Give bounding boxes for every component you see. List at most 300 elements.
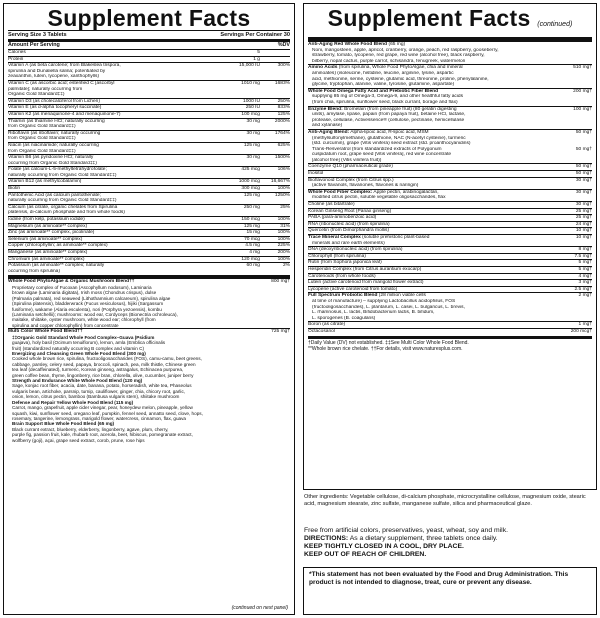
table-row	[8, 50, 290, 56]
nutrient-name: from Organic Gold Standard‡‡)	[8, 136, 76, 142]
table-row	[8, 178, 290, 185]
ingredient-row	[308, 221, 592, 228]
nutrient-name: occurring from Organic Gold Standard‡‡)	[8, 160, 97, 166]
nutrient-dv: 225%	[277, 243, 290, 249]
nutrient-dv	[260, 74, 290, 80]
nutrient-name: Folate (as calcium-L-5-methyltetrahydrofolate;	[8, 167, 107, 173]
ingredient-row	[308, 246, 592, 253]
nutrient-dv: 100%	[277, 186, 290, 192]
nutrient-name: palmitate]; naturally occurring from	[8, 86, 83, 92]
nutrient-amount: 4.5 mg	[245, 243, 260, 249]
nutrient-dv: 100%	[277, 256, 290, 262]
nutrient-amount	[216, 198, 260, 204]
ingredient-text: minerals and rare earth elements)	[312, 240, 385, 246]
ingredient-name: Quercetin (from Dimorphandra mollis)	[308, 228, 390, 234]
blend-name: Whole Food PhytoAlgae & Organic Mushroom Blend††	[8, 279, 135, 285]
ingredient-text: and xylanase)	[312, 123, 343, 129]
nutrient-amount	[216, 210, 260, 216]
nutrient-name: Copper (chlorophyllin; as aminoate** complex)	[8, 243, 108, 249]
ingredient-text: acid, methionine, serine, cysteine, glutamic acid, threonine, proline, phenylalanine,	[312, 76, 489, 82]
table-row	[8, 166, 290, 173]
nutrient-amount: 5	[257, 50, 260, 55]
ingredient-amount: 10 mg†	[575, 228, 592, 234]
nutrient-name: Vitamin B12 (as methylcobalamin)	[8, 179, 82, 185]
table-row	[8, 173, 290, 179]
nutrient-dv	[260, 269, 290, 275]
nutrient-name: platensis, di-calcium phosphate and from whole foods)	[8, 210, 125, 216]
footnote: **Whole brown rice chelate. ††For details, visit www.naturesplus.com.	[308, 345, 463, 352]
nutrient-dv: 833%	[277, 105, 290, 111]
ingredient-name: Octacosanol	[308, 328, 335, 334]
blend-ingredients: guajava), holy basil (Ocimum tenuiflorum), lemon, amla (Emblica officinalis	[12, 340, 166, 346]
ingredient-name: Trace Mineral Complex	[308, 235, 361, 240]
storage-warning: KEEP TIGHTLY CLOSED IN A COOL, DRY PLACE.	[304, 543, 464, 550]
ingredient-name: Inositol	[308, 171, 324, 177]
nutrient-name: spirulina and Dunaliella salina; potentiated by	[8, 68, 106, 74]
ingredient-row	[308, 170, 592, 177]
ingredient-amount: 25 mg†	[575, 208, 592, 214]
ingredient-header	[308, 292, 592, 299]
blend-ingredients: rosemary, tangerine, lemongrass, marigold flower, watercress, cinnamon, flax, guava	[12, 415, 187, 421]
ingredient-text: aminoates) (isoleucine, histidine, leucine, arginine, lysine, aspartic	[312, 70, 454, 76]
ingredient-row	[308, 201, 592, 208]
ingredient-amount: 30 mg†	[575, 189, 592, 195]
blend-subheader: Defense and Repair Yellow Whole Food Blend (115 mg)	[12, 399, 134, 405]
ingredient-row	[308, 321, 592, 328]
ingredient-detail: (soluble prehistoric plant-based	[360, 235, 430, 240]
nutrient-amount: 300 mcg	[241, 186, 260, 192]
ingredient-detail-line	[308, 123, 592, 129]
ingredient-amount: 10 mg†	[575, 235, 592, 240]
blend-ingredients: cabbage, parsley, celery seed, papaya, broccoli, spinach, pea, milk thistle, Chinese green	[12, 361, 196, 367]
nutrient-amount	[216, 92, 260, 98]
ingredient-name: Lutein (active carotenoid from marigold flower extract)	[308, 280, 424, 286]
servings-per-container: Servings Per Container 30	[220, 32, 290, 38]
ingredient-text: (fructooligosaccharides), L. plantarum, L. casei, L. bulgaricus, L. brevis,	[312, 304, 465, 310]
ingredient-header	[308, 129, 592, 136]
ingredient-amount: 5 mg†	[578, 266, 592, 272]
nutrient-name: Vitamin B6 (as pyridoxine HCl; naturally	[8, 155, 94, 161]
nutrient-amount	[216, 124, 260, 130]
nutrient-amount: 250 IU	[245, 105, 260, 111]
ingredient-name: Whole Food Omega Fatty Acid and Prebiotic Fiber Blend	[308, 88, 439, 94]
nutrient-dv: 100%	[277, 217, 290, 223]
ingredient-text: modified citrus pectin, soluble vegetable oligosaccharides, flax	[312, 195, 446, 201]
blend-ingredients: Carrot, mango, grapefruit, apple cider vinegar, pear, honeydew melon, pineapple, yellow	[12, 405, 193, 411]
nutrient-amount: 70 mcg	[244, 236, 260, 242]
nutrient-dv: 1764%	[274, 130, 290, 136]
nutrient-dv: 31%	[280, 223, 290, 229]
ingredient-detail: (28 million viable cells	[377, 293, 426, 299]
nutrient-dv: 1250%	[274, 192, 290, 198]
blend-ingredients: brown algae (Laminaria digitata), Irish moss (Chondrus crispus), dulse	[12, 290, 157, 296]
blend-ingredients: Sage, konjac root fiber, acacia, date, banana, potato, horseradish, white tea, Phaseolus	[12, 383, 192, 389]
nutrient-dv: 1683%	[274, 80, 290, 86]
ingredient-amount: 8 mg†	[578, 247, 592, 253]
ingredient-name: Anti-Aging Blend:	[308, 129, 350, 135]
ingredient-detail: (65 mg)	[387, 42, 406, 47]
nutrient-name: Organic Gold Standard‡‡)	[8, 92, 65, 98]
continued-title: Supplement Facts	[327, 5, 531, 31]
ingredient-detail: Bromelain (from pineapple fruit) (80 gelatin digesting	[342, 106, 457, 112]
nutrient-name: Zinc (as aminoate** complex, picolinate)	[8, 230, 95, 236]
blend-ingredients: Proprietary complex of Fucoxan (Ascophyllum nodosum), Laminaria	[12, 284, 152, 290]
nutrient-name: Niacin (as niacinamide; naturally occurring	[8, 142, 99, 148]
footnote: †Daily Value (DV) not established. ‡‡See Multi Color Whole Food Blend.	[308, 339, 469, 346]
table-row	[8, 130, 290, 137]
ingredient-row	[308, 177, 592, 184]
nutrient-name: Potassium (as aminoate** complex; naturally	[8, 263, 105, 269]
ingredient-header	[308, 189, 592, 196]
nutrient-amount: 1010 mg	[241, 80, 260, 86]
ingredient-row	[308, 227, 592, 234]
ingredient-name: Choline (as bitartrate)	[308, 202, 355, 208]
nutrient-amount	[216, 136, 260, 142]
ingredient-text: (active flavanols, flavanones, flavones & naringin)	[312, 183, 419, 189]
nutrient-name: Riboflavin (as riboflavin; naturally occurring	[8, 130, 101, 136]
blend-ingredients: maitake, shiitake, oyster mushroom, white wood ear; chlorophyll (from	[12, 317, 156, 323]
nutrient-amount	[216, 161, 260, 167]
nutrient-name: Vitamin A (as beta carotene; from Blakeslea trispora,	[8, 63, 121, 69]
nutrient-amount: 30 mg	[246, 155, 260, 161]
ingredient-detail: (from spirulina, Whole Food PhytoAlgae, chia and mineral	[337, 65, 463, 71]
ingredient-name: PABA (para-aminobenzoic acid)	[308, 215, 377, 221]
ingredient-amount	[540, 195, 592, 201]
ingredient-amount: 100 mg†	[573, 106, 592, 112]
nutrient-name: Selenium (as aminoate** complex)	[8, 236, 83, 242]
ingredient-amount: 24 mg†	[575, 221, 592, 227]
ingredient-name: Anti-Aging Red Whole Food Blend	[308, 42, 388, 47]
blend-ingredients: squash, kiwi, sunflower seed, oregano leaf, pumpkin, fennel seed, annatto seed, clove, hops,	[12, 410, 203, 416]
fda-disclaimer: *This statement has not been evaluated by the Food and Drug Administration. This product is not intended to diagnose, treat, cure or prevent any disease.	[303, 567, 597, 615]
nutrient-dv: 100%	[277, 230, 290, 236]
serving-info	[8, 31, 290, 42]
nutrient-dv: 2000%	[274, 118, 290, 124]
ingredient-detail-line	[308, 100, 592, 106]
ingredient-amount: 510 mg†	[573, 65, 592, 71]
ingredient-amount: 2.5 mg†	[574, 286, 592, 292]
ingredient-row	[308, 259, 592, 266]
table-row	[8, 204, 290, 211]
label-text-block	[304, 527, 596, 559]
nutrient-dv	[260, 210, 290, 216]
nutrient-name: naturally occurring from Organic Gold Standard‡‡)	[8, 172, 117, 178]
ingredient-row	[308, 328, 592, 335]
ingredient-text: [alcohol free] (Vitis vinifera fruit))	[312, 157, 382, 163]
table-row	[8, 56, 290, 63]
ingredient-detail-line	[308, 316, 592, 322]
nutrient-name: Vitamin K2 (as menaquinone-4 and menaquinone-7)	[8, 111, 121, 117]
table-row	[8, 118, 290, 125]
ingredient-detail: Apple pectin, arabinogalactan,	[372, 189, 439, 195]
blend-ingredients: spirulina and copper chlorophyllin) from concentrate	[12, 322, 119, 328]
ingredient-detail-line	[308, 241, 592, 247]
nutrient-dv	[260, 124, 290, 130]
ingredient-text: (methylsulfonylmethane), glutathione, NAC (N-acetyl cysteine), turmeric	[312, 135, 466, 141]
nutrient-amount: 30 mg	[246, 130, 260, 136]
ingredient-amount: 200 mg†	[573, 88, 592, 94]
nutrient-name: Vitamin C (as ascorbic acid; esterified C [ascorbyl	[8, 80, 115, 86]
nutrient-dv: 250%	[277, 98, 290, 104]
nutrient-name: Protein	[8, 56, 24, 62]
ingredient-text: (from chia, spirulina, sunflower seed, black currant, borage and flax)	[312, 99, 458, 105]
blend-ingredients: Cooked whole brown rice, spirulina, fructooligosaccharides (FOS), camu-camu, beet greens,	[12, 356, 202, 362]
nutrient-name: Iodine (from kelp, potassium iodide)	[8, 217, 85, 223]
ingredient-row	[308, 253, 592, 260]
nutrient-amount: 4 mg	[249, 250, 260, 255]
ingredient-amount: 4 mg†	[578, 273, 592, 279]
table-row	[8, 216, 290, 223]
ingredient-row	[308, 273, 592, 280]
table-row	[8, 98, 290, 105]
ingredient-amount: 30 mg†	[575, 177, 592, 183]
nutrient-name: Pantothenic Acid (as calcium pantothenate;	[8, 192, 101, 198]
blend-amount: 725 mg†	[271, 329, 290, 335]
ingredient-amount	[540, 123, 592, 129]
ingredient-name: Full Spectrum Probiotic Blend	[308, 293, 378, 299]
footnotes	[308, 336, 592, 352]
nutrient-dv	[260, 136, 290, 142]
nutrient-amount: 1000 mcg	[238, 179, 260, 185]
nutrient-amount: 1000 IU	[243, 98, 260, 104]
nutrient-name: Chromium (as aminoate** complex)	[8, 256, 85, 262]
nutrient-name: naturally occurring from Organic Gold Standard‡‡)	[8, 198, 117, 204]
ingredient-name: Coenzyme Q10 (pharmaceutical grade)	[308, 164, 393, 170]
nutrient-amount: 150 mcg	[241, 217, 260, 223]
table-row	[8, 198, 290, 204]
ingredient-amount	[540, 183, 592, 189]
nutrient-amount	[216, 149, 260, 155]
blend-ingredients: Black currant extract, blueberry, elderberry, lingonberry, agave, plum, cherry,	[12, 426, 169, 432]
table-row	[8, 74, 290, 80]
nutrient-dv: 25%	[280, 204, 290, 210]
table-row	[8, 62, 290, 69]
nutrient-amount: 60 mg	[246, 263, 260, 269]
blend-subheader: Brain Support Blue Whole Food Blend (65 mg)	[12, 421, 115, 427]
table-row	[8, 236, 290, 243]
table-row	[8, 185, 290, 192]
ingredient-name: Whole Food Fiber Complex:	[308, 189, 373, 195]
table-row	[8, 104, 290, 111]
other-ingredients: Other ingredients: Vegetable cellulose, di-calcium phosphate, microcrystalline cellulose, magnesium oxide, stearic acid, magnesium stearate, zinc sulfate, manganese sulfate, silica and pharmaceutical glaze.	[304, 494, 586, 507]
directions	[304, 535, 596, 543]
table-row	[8, 256, 290, 263]
table-row	[8, 242, 290, 249]
blend-subheader: Strength and Endurance White Whole Food Blend (120 mg)	[12, 378, 143, 384]
ingredient-name: Rutin (from Sophora japonica leaf)	[308, 260, 382, 266]
ingredient-amount: 50 mg†	[575, 146, 592, 152]
ingredient-text: Trans-Resveratrol (from standardized extracts of Polygonum	[312, 146, 442, 152]
blend-ingredients: fusiforme), wakame (Alaria esculenta), nori (Porphyra yezoensis), kombu	[12, 306, 162, 312]
table-row	[8, 229, 290, 236]
nutrient-name: Manganese (as aminoate** complex)	[8, 250, 88, 255]
ingredient-amount	[540, 59, 592, 65]
ingredient-row	[308, 266, 592, 273]
ingredient-detail-line	[308, 59, 592, 65]
nutrient-dv	[260, 198, 290, 204]
nutrient-name: Magnesium (as aminoate** complex)	[8, 223, 88, 229]
blend-ingredients: (Laminaria setchellii); mushrooms: wood ear, Cordyceps (Bionectria ochroleuca),	[12, 312, 178, 317]
ingredient-amount	[540, 241, 592, 247]
nutrient-amount: 125 mg	[243, 142, 260, 148]
nutrient-amount	[216, 74, 260, 80]
nutrient-amount: 1 g	[253, 56, 260, 62]
ingredient-amount: 50 mg†	[575, 164, 592, 170]
blend-ingredients: wolfberry (goji), açai, grape seed extract, corob, prune, rose hips	[12, 437, 145, 443]
blend-list	[8, 278, 290, 443]
ingredient-text: at time of manufacture) – supplying Lactobacillus acidophilus, FOS	[312, 298, 456, 304]
directions-text: As a dietary supplement, three tablets once daily.	[349, 535, 498, 542]
ingredient-amount	[540, 100, 592, 106]
table-row	[8, 210, 290, 216]
ingredient-amount: 7.5 mg†	[574, 253, 592, 259]
nutrient-amount: 125 mg	[243, 192, 260, 198]
ingredient-name: Chlorophyll (from spirulina)	[308, 253, 366, 259]
blend-header	[8, 328, 290, 335]
ingredient-header	[308, 64, 592, 71]
ingredient-amount: 2 mg†	[578, 293, 592, 299]
ingredient-name: RNA (ribonucleic acid) (from spirulina)	[308, 221, 390, 227]
ingredient-amount: 50 mg†	[575, 129, 592, 135]
continued-note: (continued on next panel)	[231, 605, 288, 611]
ingredient-name: Hesperidin Complex (from Citrus aurantium exocarp)	[308, 266, 422, 272]
ingredient-amount	[540, 158, 592, 164]
ingredient-text: glycine, tryptophan, alanine, valine, tyrosine, glutamine, aspartate)	[312, 82, 455, 88]
ingredient-row	[308, 214, 592, 221]
ingredient-amount: 50 mg†	[575, 171, 592, 177]
ingredient-header	[308, 41, 592, 48]
nutrient-amount: 15 mg	[246, 230, 260, 236]
ingredient-text: L. sporogenes (B. coagulans)	[312, 315, 376, 321]
nutrient-amount: 125 mg	[243, 223, 260, 229]
ingredient-amount: 200 mcg†	[570, 328, 592, 334]
ingredient-row	[308, 286, 592, 293]
blend-ingredients: tea leaf (decaffeinated), turmeric, Korean ginseng, astragalus, Echinacea purpurea,	[12, 367, 184, 373]
nutrient-dv: 625%	[277, 142, 290, 148]
blend-ingredients: purple fig, passion fruit, kale, rhubarb root, acerola, beet, hibiscus, pomegranate extract,	[12, 432, 193, 438]
blend-ingredients: fruit) (standardized naturally occurring B complex and vitamin C)	[12, 345, 145, 351]
nutrient-dv	[260, 173, 290, 179]
nutrient-name: Biotin	[8, 186, 21, 192]
ingredient-text: supplying 85 mg of Omega-3, Omega-9, and other healthful fatty acids	[312, 94, 464, 100]
table-row	[8, 154, 290, 161]
nutrient-amount: 250 mg	[243, 204, 260, 210]
nutrient-amount: 425 mcg	[241, 167, 260, 173]
blend-subheader: Energizing and Cleansing Green Whole Food Blend (300 mg)	[12, 351, 146, 357]
ingredient-detail: Alpha-lipoic acid, R-lipoic acid, MSM	[349, 129, 429, 135]
ingredient-amount: 1 mg†	[578, 322, 592, 328]
directions-label: DIRECTIONS:	[304, 535, 349, 542]
ingredient-name: Carotenoids (from whole foods)	[308, 273, 376, 279]
ingredient-text: units), amylase, lipase, papain (from papaya fruit), betaine HCl, lactase,	[312, 112, 466, 118]
ingredient-header	[308, 88, 592, 95]
nutrient-name: Vitamin D3 (as cholecalciferol from Lichen)	[8, 98, 100, 104]
ingredient-row	[308, 208, 592, 215]
nutrient-name: Calories	[8, 50, 26, 55]
nutrient-list	[8, 50, 290, 274]
nutrient-dv: 2%	[282, 263, 290, 269]
nutrient-dv: 125%	[277, 111, 290, 117]
blend-header	[8, 278, 290, 285]
ingredient-detail-line	[308, 158, 592, 164]
nutrient-dv: 100%	[277, 236, 290, 242]
blend-name: Multi Color Whole Food Blend††	[8, 329, 83, 335]
ingredient-name: Amino Acids	[308, 65, 338, 71]
table-row	[8, 111, 290, 118]
supplement-facts-panel	[3, 3, 295, 615]
ingredient-name: Lycopene (active carotenoid from tomato)	[308, 286, 398, 292]
table-row	[8, 149, 290, 155]
table-row	[8, 269, 290, 275]
ingredient-detail-line	[308, 82, 592, 88]
nutrient-dv: 1500%	[274, 155, 290, 161]
ingredient-name: Korean Ginseng Root (Panax ginseng)	[308, 208, 392, 214]
children-warning: KEEP OUT OF REACH OF CHILDREN.	[304, 551, 427, 558]
nutrient-dv: 16,667%	[270, 179, 290, 185]
ingredient-name: DNA (deoxyribonucleic acid) (from spirulina)	[308, 247, 403, 253]
ingredient-amount	[540, 316, 592, 322]
panel-title: Supplement Facts	[8, 6, 290, 31]
nutrient-dv	[260, 149, 290, 155]
dv-header: %DV	[277, 42, 290, 48]
ingredient-amount: 30 mg†	[575, 202, 592, 208]
nutrient-amount: 30 mg	[246, 118, 260, 124]
nutrient-dv	[260, 50, 290, 56]
nutrient-amount: 120 mcg	[241, 256, 260, 262]
table-row	[8, 262, 290, 269]
nutrient-name: Vitamin E (as d-alpha tocopheryl succinate)	[8, 105, 102, 111]
table-row	[8, 124, 290, 130]
blend-ingredients: (Spirulina platensis), bladderwrack (Fucus vesiculosus), hijiki (Sargassum	[12, 301, 164, 307]
nutrient-amount: 15,000 IU	[238, 63, 260, 69]
ingredient-text: Noni, mangosteen, apple, apricot, cranberry, orange, peach, red raspberry, gooseberry,	[312, 47, 499, 53]
continued-suffix: (continued)	[537, 21, 573, 28]
blend-ingredients: (Palmaria palmata), red seaweed (Lithothamnium calcareum), spirulina algae	[12, 295, 171, 301]
amount-header: Amount Per Serving	[8, 42, 60, 48]
table-row	[8, 142, 290, 149]
table-row	[8, 192, 290, 199]
ingredient-name: Bioflavonoid Complex (from Citrus spp.)	[308, 177, 394, 183]
ingredient-amount: 3 mg†	[578, 280, 592, 286]
ingredient-header	[308, 106, 592, 113]
nutrient-name: Calcium (as citrate, organic chelates from Spirulina	[8, 204, 118, 210]
table-row	[8, 80, 290, 87]
ingredient-text: L. rhamnosus, L. lactis, Bifidobacterium lactis, B. bifidum,	[312, 310, 435, 316]
ingredient-amount	[540, 82, 592, 88]
nutrient-dv	[260, 57, 290, 63]
ingredient-row	[308, 163, 592, 170]
ingredient-detail-line	[308, 183, 592, 189]
table-row	[8, 136, 290, 142]
supplement-facts-continued-panel	[303, 3, 597, 490]
blend-ingredients: onion, lemon, citrus pectin, bamboo (Bambusa vulgaris stem), shiitake mushroom	[12, 394, 180, 400]
free-from: Free from artificial colors, preservatives, yeast, wheat, soy and milk.	[304, 527, 508, 534]
nutrient-name: occurring from spirulina)	[8, 268, 60, 274]
ingredient-detail-line	[308, 195, 592, 201]
ingredient-amount: 5 mg†	[578, 260, 592, 266]
blend-ingredients: vulgaris bean, artichoke, parsnip, turnip, cauliflower, ginger, chia, chicory root, garlic,	[12, 388, 186, 394]
nutrient-dv	[260, 92, 290, 98]
table-row	[8, 249, 290, 256]
ingredient-amount: 25 mg†	[575, 215, 592, 221]
table-row	[8, 92, 290, 98]
ingredient-name: Boron (as citrate)	[308, 322, 346, 328]
serving-size: Serving Size 3 Tablets	[8, 32, 67, 38]
ingredient-row	[308, 279, 592, 286]
table-row	[8, 161, 290, 167]
nutrient-amount	[216, 173, 260, 179]
nutrient-dv: 200%	[277, 250, 290, 255]
